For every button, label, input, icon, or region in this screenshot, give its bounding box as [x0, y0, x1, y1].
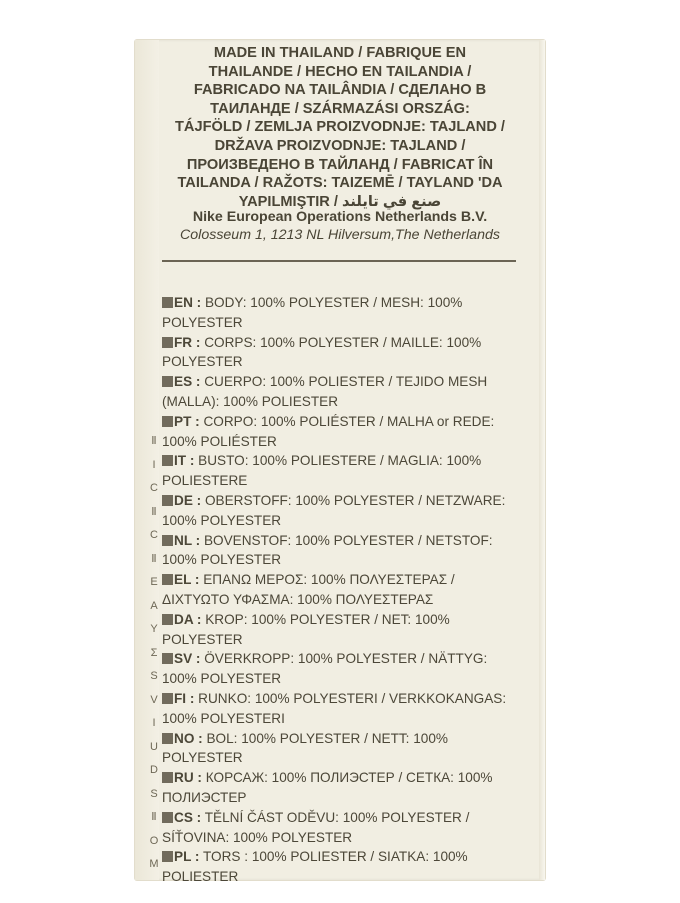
label-fold-edge: [539, 40, 545, 880]
language-code: FR :: [174, 334, 201, 350]
composition-text-cont: POLYESTER: [162, 354, 243, 370]
origin-line: THAILANDE / HECHO EN TAILANDIA /: [208, 63, 472, 80]
composition-text: ÖVERKROPP: 100% POLYESTER / NÄTTYG:: [204, 651, 488, 667]
side-glyph: Σ: [150, 646, 158, 659]
company-name: Nike European Operations Netherlands B.V.: [192, 209, 488, 225]
language-code: NO :: [174, 730, 203, 746]
composition-text-cont: 100% POLYESTERI: [162, 710, 285, 726]
side-glyph: A: [150, 599, 158, 612]
language-marker-icon: [162, 653, 173, 664]
composition-text: RUNKO: 100% POLYESTERI / VERKKOKANGAS:: [198, 690, 507, 706]
composition-entry: [162, 412, 532, 452]
side-glyph: M: [149, 858, 159, 870]
language-code: ES :: [174, 374, 201, 390]
composition-text-cont: 100% POLYESTER: [162, 671, 282, 687]
composition-text: TORS : 100% POLIESTER / SIATKA: 100%: [202, 849, 468, 865]
language-code: EL :: [174, 572, 200, 588]
language-marker-icon: [162, 455, 173, 466]
language-marker-icon: [162, 614, 173, 625]
language-marker-icon: [162, 772, 173, 783]
side-glyph: I: [152, 458, 156, 471]
composition-entry: [162, 372, 532, 412]
composition-entry: [162, 451, 532, 491]
composition-entry: [162, 610, 532, 650]
composition-text: OBERSTOFF: 100% POLYESTER / NETZWARE:: [204, 492, 506, 508]
composition-text: КОРСАЖ: 100% ПОЛИЭСТЕР / СЕТКА: 100%: [205, 770, 493, 786]
composition-text-cont: 100% POLYESTER: [162, 512, 282, 528]
composition-entry: [162, 293, 532, 333]
composition-entry: [162, 847, 532, 887]
side-glyph: O: [149, 834, 159, 847]
side-glyph: U: [150, 740, 158, 753]
composition-text-cont: ΔΙΧΤΥΩΤΟ ΥΦΑΣΜΑ: 100% ΠΟΛΥΕΣΤΕΡΑΣ: [162, 591, 434, 607]
composition-text-cont: POLYESTER: [162, 750, 243, 766]
side-glyph: E: [150, 576, 158, 588]
composition-text-cont: SÍŤOVINA: 100% POLYESTER: [162, 829, 353, 845]
origin-line: ПРОИЗВЕДЕНО В ТАЙЛАНД / FABRICAT ÎN: [186, 156, 494, 173]
composition-text: CORPS: 100% POLYESTER / MAILLE: 100%: [204, 334, 482, 350]
side-glyph: Ⅱ: [151, 505, 157, 518]
origin-line: DRŽAVA PROIZVODNJE: TAJLAND /: [214, 137, 466, 154]
composition-text-cont: POLIESTERE: [162, 473, 248, 489]
composition-text: KROP: 100% POLYESTER / NET: 100%: [205, 611, 450, 627]
side-seam-text: [148, 430, 160, 877]
composition-entry: [162, 491, 532, 531]
origin-line: ТАИЛАНДЕ / SZÁRMAZÁSI ORSZÁG:: [210, 100, 470, 117]
language-marker-icon: [162, 416, 173, 427]
composition-text-cont: 100% POLYESTER: [162, 552, 282, 568]
origin-line: MADE IN THAILAND / FABRIQUE EN: [213, 45, 467, 61]
language-marker-icon: [162, 574, 173, 585]
origin-line: FABRICADO NA TAILÂNDIA / СДЕЛАНО В: [193, 82, 487, 99]
language-marker-icon: [162, 733, 173, 744]
language-code: IT :: [174, 453, 195, 469]
language-marker-icon: [162, 337, 173, 348]
composition-text-cont: POLIESTER: [162, 869, 239, 885]
composition-list: [162, 293, 532, 887]
language-code: CS :: [174, 809, 202, 825]
language-code: DE :: [174, 492, 202, 508]
company-address: Colosseum 1, 1213 NL Hilversum,The Netherlands: [180, 227, 500, 243]
origin-line: YAPILMIŞTIR / صنع في تايلند: [238, 193, 442, 210]
composition-text-cont: POLYESTER: [162, 631, 243, 647]
composition-entry: [162, 808, 532, 848]
composition-text-cont: ПОЛИЭСТЕР: [162, 789, 247, 805]
composition-entry: [162, 531, 532, 571]
origin-line: TAILANDA / RAŽOTS: TAIZEMĒ / TAYLAND 'DA: [177, 175, 503, 192]
language-marker-icon: [162, 535, 173, 546]
side-glyph: Y: [150, 623, 158, 635]
composition-text: BOL: 100% POLYESTER / NETT: 100%: [206, 730, 448, 746]
composition-entry: [162, 689, 532, 729]
language-marker-icon: [162, 693, 173, 704]
composition-text-cont: 100% POLIÉSTER: [162, 433, 277, 449]
side-glyph: I: [152, 717, 156, 729]
composition-text-cont: (MALLA): 100% POLIESTER: [162, 393, 339, 409]
side-glyph: Ⅱ: [151, 435, 157, 447]
side-glyph: Ⅱ: [151, 552, 157, 565]
composition-entry: [162, 649, 532, 689]
language-code: FI :: [174, 690, 195, 706]
side-glyph: Ⅱ: [151, 811, 157, 823]
language-marker-icon: [162, 812, 173, 823]
divider-line: [162, 260, 516, 262]
composition-entry: [162, 729, 532, 769]
language-code: DA :: [174, 611, 202, 627]
company-block: [150, 208, 530, 244]
language-code: RU :: [174, 770, 202, 786]
origin-line: TÁJFÖLD / ZEMLJA PROIZVODNJE: TAJLAND /: [175, 119, 505, 136]
composition-text: BODY: 100% POLYESTER / MESH: 100%: [204, 295, 463, 310]
side-glyph: S: [150, 670, 158, 682]
side-glyph: D: [150, 764, 158, 776]
origin-header: [150, 44, 530, 211]
language-marker-icon: [162, 376, 173, 387]
composition-text: BOVENSTOF: 100% POLYESTER / NETSTOF:: [203, 532, 493, 548]
language-code: EN :: [174, 295, 202, 310]
composition-entry: [162, 768, 532, 808]
language-code: NL :: [174, 532, 201, 548]
side-glyph: C: [150, 529, 158, 541]
composition-text: BUSTO: 100% POLIESTERE / MAGLIA: 100%: [198, 453, 482, 469]
language-code: SV :: [174, 651, 201, 667]
composition-text: CORPO: 100% POLIÉSTER / MALHA or REDE:: [203, 413, 495, 429]
side-glyph: C: [150, 482, 158, 494]
composition-text: CUERPO: 100% POLIESTER / TEJIDO MESH: [204, 374, 488, 390]
composition-text-cont: POLYESTER: [162, 314, 243, 330]
language-code: PL :: [174, 849, 200, 865]
composition-text: ΕΠΑΝΩ ΜΕΡΟΣ: 100% ΠΟΛΥΕΣΤΕΡΑΣ /: [203, 572, 455, 588]
language-marker-icon: [162, 851, 173, 862]
language-code: PT :: [174, 413, 200, 429]
side-glyph: S: [150, 787, 158, 800]
composition-text: TĚLNÍ ČÁST ODĚVU: 100% POLYESTER /: [204, 809, 470, 825]
language-marker-icon: [162, 297, 173, 308]
composition-entry: [162, 570, 532, 610]
side-glyph: V: [150, 693, 158, 706]
composition-entry: [162, 333, 532, 373]
language-marker-icon: [162, 495, 173, 506]
